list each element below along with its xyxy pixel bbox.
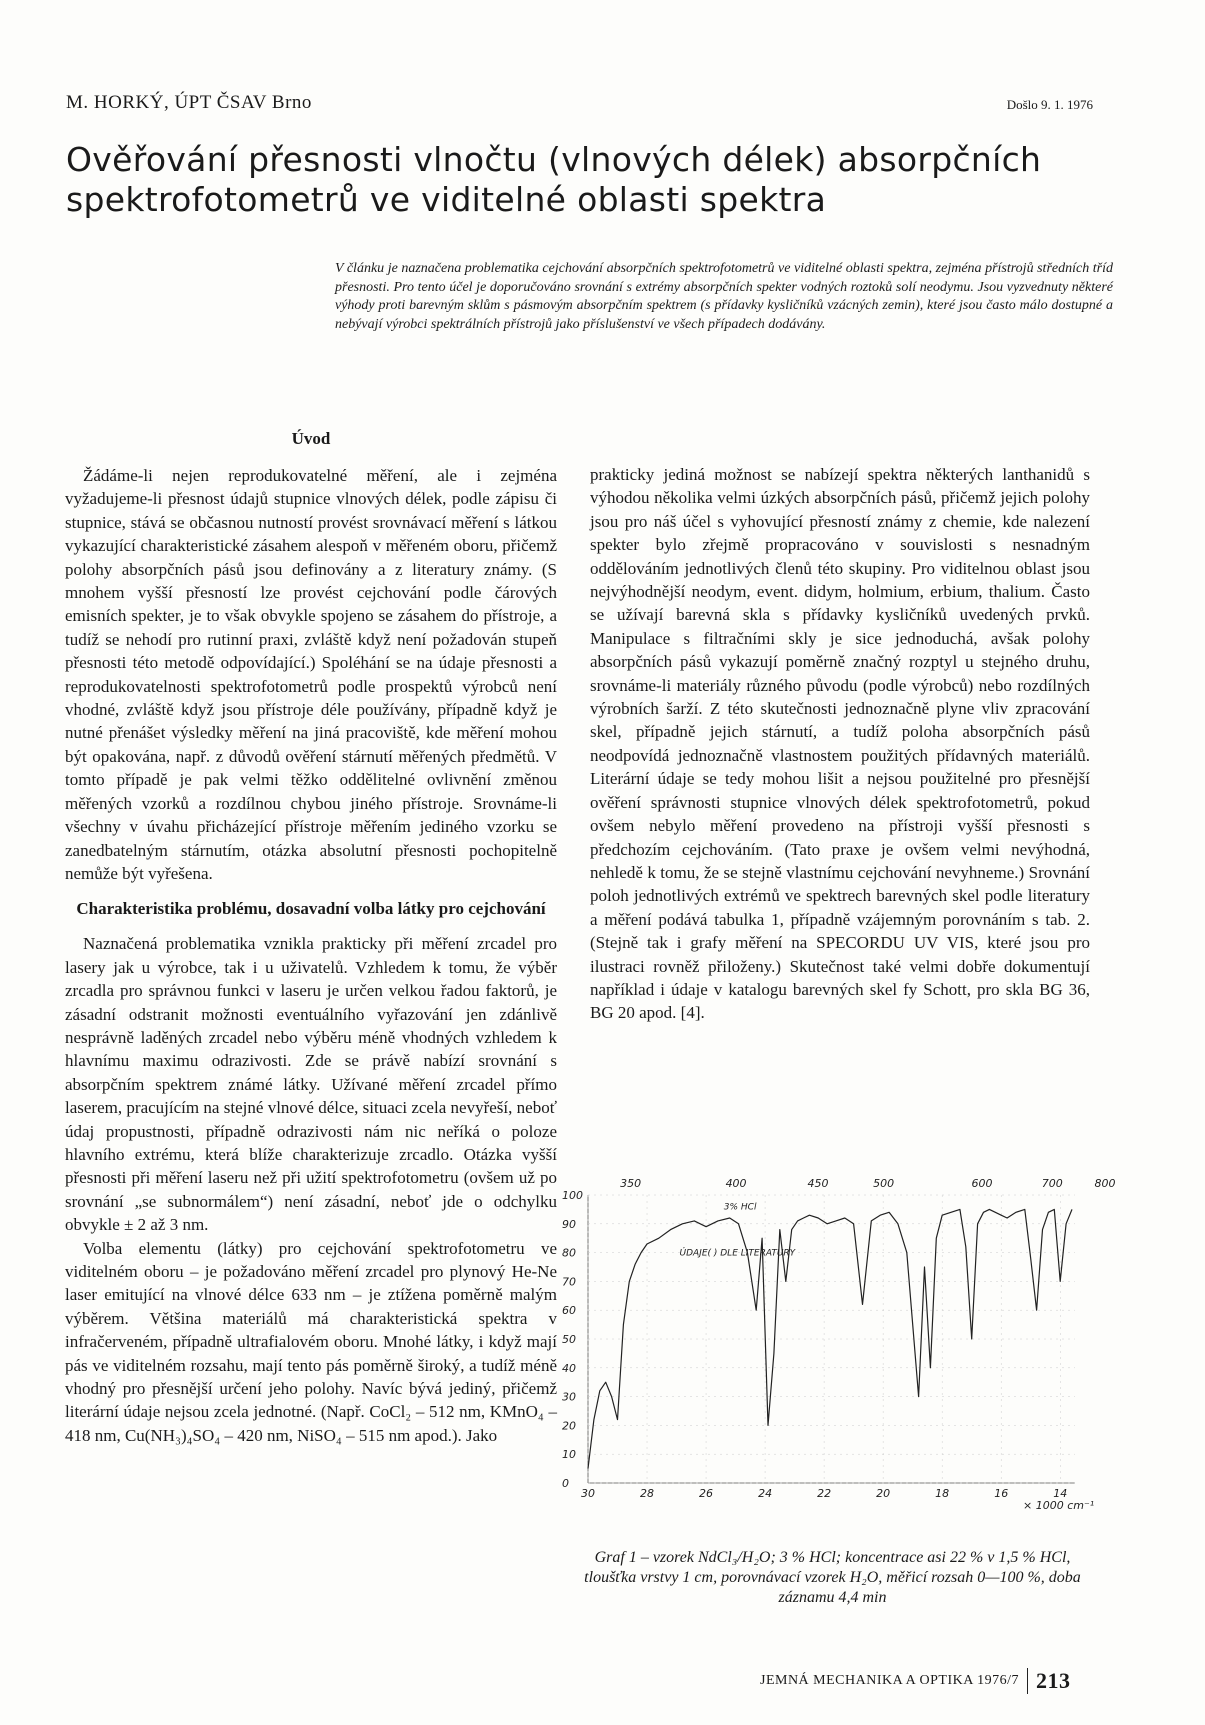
y-tick-label: 20 (562, 1419, 576, 1433)
y-tick-label: 50 (562, 1333, 576, 1346)
paragraph-right: prakticky jediná možnost se nabízejí spektra některých lanthanidů s výhodou několika velmi úzkých absorpčních pásů, přičemž jejich polohy jsou pro náš účel s vyhovující přesností známy z chemie, kde nalezení spekter bylo zřejmě propracováno v souvislosti s nesnadným oddělováním jednotlivých členů této skupiny. Pro viditelnou oblast jsou nejvýhodnější neodym, event. didym, holmium, erbium, thalium. Často se užívají barevná skla s přídavky kysličníků uvedených prvků. Manipulace s filtračními skly je sice jednoduchá, avšak polohy absorpčních pásů vykazují poměrně značný rozptyl u stejného druhu, srovnáme-li materiály různého původu (podle výrobců) nebo rozdílných výrobních šarží. Z této skutečnosti jednoznačně plyne vliv zpracování skel, případně jejich stárnutí, a tudíž poloha absorpčních pásů neodpovídá jednoznačně vlastnostem použitých přídavných materiálů. Literární údaje se tedy mohou lišit a nejsou použitelné pro přesnější ověření správnosti stupnice vlnových délek spektrofotometrů, pokud ovšem nebylo měření provedeno na přístroji vyšší přesnosti s předchozím cejchováním. (Tato praxe je ovšem velmi nevýhodná, nehledě k tomu, že se stejně vlastnímu cejchování nevyhneme.) Srovnání poloh jednotlivých extrémů ve spektrech barevných skel podle literatury a měření podává tabulka 1, případně vzájemným porovnáním s tab. 2. (Stejně tak i grafy měření na SPECORDU UV VIS, které jsou pro ilustraci rovněž přiloženy.) Skutečnost také velmi dobře dokumentují například i údaje v katalogu barevných skel fy Schott, pro skla BG 36, BG 20 apod. [4]. (590, 465, 1090, 1023)
annotation-literature: ÚDAJE( ) DLE LITERATURY (679, 1248, 796, 1259)
abstract: V článku je naznačena problematika cejchování absorpčních spektrofotometrů ve viditelné oblasti spektra, zejména přístrojů středních tříd přesnosti. Pro tento účel je doporučováno srovnání s extrémy absorpčních spekter vodných roztoků solí neodymu. Jsou vyzvednuty některé výhody proti barevným sklům s pásmovým absorpčním spektrem (s přídavky kysličníků vzácných zemin), které jsou často málo dostupné a nebývají výrobci spektrálních přístrojů jako příslušenství ve všech případech dodávány. (335, 261, 1113, 332)
y-tick-label: 90 (562, 1217, 576, 1231)
x-tick-label: 22 (817, 1487, 832, 1500)
x-tick-label: 24 (758, 1487, 773, 1500)
paragraph-char-2: Volba elementu (látky) pro cejchování spektrofotometru ve viditelném oboru – je požadováno měření zrcadel pro plynový He-Ne laser emitující na vlnové délce 633 nm – je ztížena poměrně malým výběrem. Většina materiálů má charakteristická spektra v infračerveném, případně ultrafialovém oboru. Mnohé látky, i když mají pás ve viditelném rozsahu, mají tento pás poměrně široký, a tudíž méně vhodný pro přesnější určení jeho polohy. Navíc bývá jediný, přičemž literární údaje nejsou zcela jednotné. (Např. CoCl₂ – 512 nm, KMnO₄ – 418 nm, Cu(NH₃)₄SO₄ – 420 nm, NiSO₄ – 515 nm apod.). Jako (65, 1238, 557, 1445)
author-affiliation: M. HORKÝ, ÚPT ČSAV Brno (66, 92, 312, 113)
figure-caption: Graf 1 – vzorek NdCl₃/H₂O; 3 % HCl; koncentrace asi 22 % v 1,5 % HCl, tloušťka vrstvy 1 cm, porovnávací vzorek H₂O, měřicí rozsah 0—100 %, doba záznamu 4,4 min (584, 1549, 1081, 1606)
spectrum-chart (560, 1165, 1116, 1520)
footer-separator (1027, 1668, 1028, 1694)
journal-name: JEMNÁ MECHANIKA A OPTIKA 1976/7 (760, 1673, 1019, 1688)
article-title: Ověřování přesnosti vlnočtu (vlnových délek) absorpčních spektrofotometrů ve viditelné oblasti spektra (66, 140, 1042, 219)
y-tick-label: 100 (562, 1189, 583, 1202)
spectrum-chart-svg (560, 1165, 1116, 1520)
paragraph-intro: Žádáme-li nejen reprodukovatelné měření, ale i zejména vyžadujeme-li přesnost údajů stupnice vlnových délek, podle zápisu či stupnice, stává se občasnou nutností provést srovnávací měření s látkou vykazující charakteristické zásahem alespoň v měřeném oboru, přičemž polohy absorpčních pásů jsou definovány a z literatury známy. (S mnohem vyšší přesností lze provést cejchování podle čárových emisních spekter, je to však obvykle spojeno se zásahem do přístroje, a tudíž se nehodí pro rutinní praxi, zvláště když není požadován stupeň přesnosti této metodě odpovídající.) Spoléhání se na údaje přesnosti a reprodukovatelnosti spektrofotometrů podle prospektů výrobců není vhodné, zvláště když jsou přístroje déle používány, případně když je nutné přenášet výsledky měření na jiná pracoviště, kde měření mohou být opakována, např. z důvodů ověření stárnutí měřených předmětů. V tomto případě je pak velmi těžko oddělitelné ovlivnění změnou měřených vzorků a rozdílnou chybou jiného přístroje. Srovnáme-li všechny v úvahu přicházející přístroje měřením jediného vzorku se zanedbatelným stárnutím, otázka absolutní přesnosti pochopitelně nemůže být vyřešena. (65, 466, 557, 883)
y-tick-label: 0 (562, 1477, 569, 1490)
x-tick-label: 14 (1053, 1487, 1068, 1500)
top-axis-label: 350 (620, 1177, 642, 1190)
y-tick-label: 70 (562, 1275, 576, 1289)
section-heading-uvod: Úvod (291, 429, 331, 448)
x-tick-label: 30 (581, 1487, 595, 1500)
top-axis-label: 500 (873, 1177, 895, 1190)
right-column (590, 463, 1090, 1025)
y-tick-label: 10 (562, 1448, 576, 1462)
x-tick-label: 18 (935, 1487, 950, 1500)
paragraph-char-1: Naznačená problematika vznikla prakticky při měření zrcadel pro lasery jak u výrobce, tak i u uživatelů. Vzhledem k tomu, že výběr zrcadla pro správnou funkci v laseru je určen velkou řadou faktorů, je zásadní odstranit možnosti eventuálního vyřazování jen zdánlivě nesprávně laděných zrcadel nebo výběru méně vhodných vzhledem k hlavnímu maximu odrazivosti. Zde se právě nabízí srovnání s absorpčním spektrem známé látky. Užívané měření zrcadel přímo laserem, pracujícím na stejné vlnové délce, situaci zcela nevyřeší, neboť údaj propustnosti, případně odrazivosti nám nic neříká o poloze hlavního extrému, která blíže charakterizuje zrcadlo. Otázka vyšší přesnosti při měření laseru než při užití spektrofotometru (ovšem už po srovnání „se subnormálem“) není zásadní, neboť jde o odchylku obvykle ± 2 až 3 nm. (65, 934, 557, 1235)
x-tick-label: 16 (994, 1487, 1009, 1500)
y-tick-label: 40 (562, 1361, 576, 1375)
x-tick-label: 26 (699, 1487, 714, 1500)
page-number: 213 (1035, 1668, 1071, 1693)
x-tick-label: 20 (876, 1487, 891, 1500)
x-tick-label: 28 (640, 1487, 655, 1500)
received-date: Došlo 9. 1. 1976 (1006, 97, 1093, 112)
section-heading-charakteristika: Charakteristika problému, dosavadní volba látky pro cejchování (76, 899, 546, 919)
top-axis-label: 800 (1094, 1177, 1116, 1190)
page-footer (760, 1668, 1070, 1694)
top-axis-label: 600 (971, 1177, 993, 1190)
y-tick-label: 30 (562, 1390, 576, 1404)
y-tick-label: 60 (562, 1304, 576, 1318)
top-axis-label: 450 (807, 1177, 829, 1190)
top-axis-label: 700 (1041, 1177, 1063, 1190)
top-axis-label: 400 (725, 1177, 747, 1190)
annotation-hcl: 3% HCl (723, 1202, 757, 1213)
x-axis-unit: × 1000 cm⁻¹ (1023, 1499, 1095, 1512)
y-tick-label: 80 (562, 1246, 576, 1260)
left-column (65, 427, 557, 1447)
